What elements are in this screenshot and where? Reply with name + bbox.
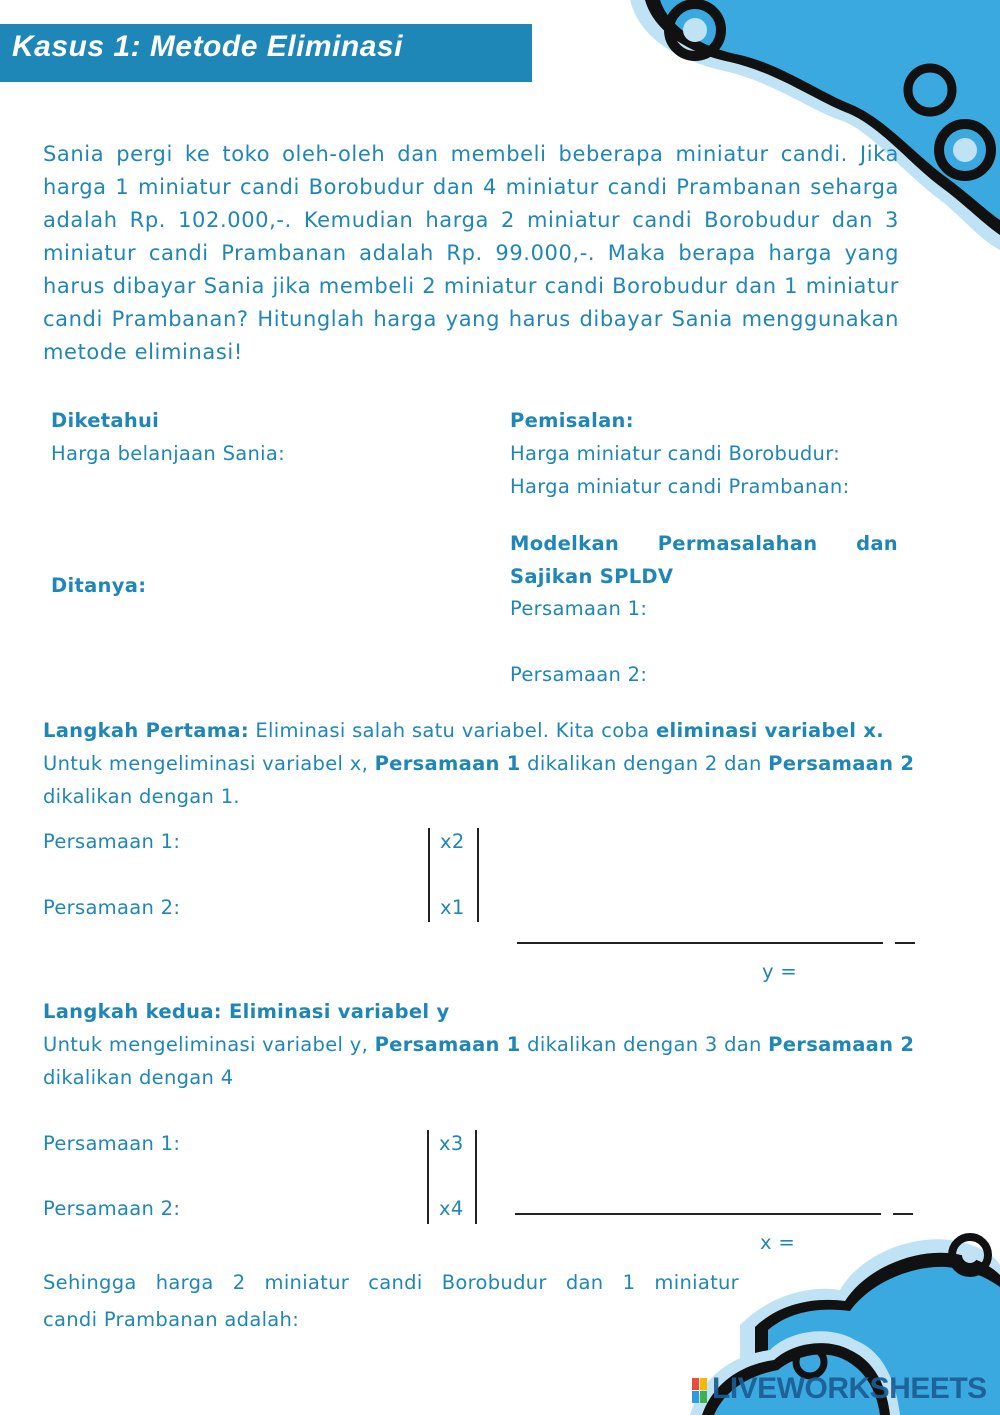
- step2-equation-2-label: Persamaan 2:: [43, 1197, 181, 1220]
- model-equation-2-label: Persamaan 2:: [510, 663, 648, 686]
- step1-text: Eliminasi salah satu variabel. Kita coba: [248, 719, 656, 742]
- watermark-text: LIVEWORKSHEETS: [712, 1372, 987, 1405]
- step1-bold: Persamaan 2: [768, 752, 915, 775]
- variable-borobudur-label: Harga miniatur candi Borobudur:: [510, 442, 841, 465]
- step2-result-label: x =: [760, 1231, 795, 1254]
- step2-subtraction-line: [515, 1213, 881, 1215]
- step2-equation-1-label: Persamaan 1:: [43, 1132, 181, 1155]
- step2-bold: Persamaan 1: [374, 1033, 521, 1056]
- step1-text: dikalikan dengan 2 dan: [520, 752, 769, 775]
- variables-heading: Pemisalan:: [510, 409, 634, 432]
- step1-equation-2-label: Persamaan 2:: [43, 896, 181, 919]
- step1-text: Untuk mengeliminasi variabel x,: [43, 752, 375, 775]
- step2-multiplier-2: x4: [439, 1197, 464, 1220]
- multiplier-bar-left: [427, 1130, 429, 1224]
- step2-text: dikalikan dengan 3 dan: [520, 1033, 769, 1056]
- multiplier-bar-right: [475, 1130, 477, 1224]
- step2-lead: Langkah kedua: Eliminasi variabel y: [43, 1000, 450, 1023]
- liveworksheets-logo-icon: [692, 1378, 708, 1404]
- model-heading: [510, 527, 898, 560]
- asked-heading: Ditanya:: [51, 574, 147, 597]
- conclusion-line1: Sehingga harga 2 miniatur candi Borobudur dan 1 miniatur: [43, 1271, 739, 1294]
- step1-result-label: y =: [762, 960, 797, 983]
- multiplier-bar-right: [477, 828, 479, 922]
- model-heading-line2: Sajikan SPLDV: [510, 565, 674, 588]
- step1-instruction-line3: dikalikan dengan 1.: [43, 785, 240, 808]
- step2-instruction-line3: dikalikan dengan 4: [43, 1066, 234, 1089]
- step1-instruction-line2: [43, 747, 914, 780]
- step2-minus-sign: [893, 1213, 913, 1215]
- known-heading: Diketahui: [51, 409, 160, 432]
- variable-prambanan-label: Harga miniatur candi Prambanan:: [510, 475, 850, 498]
- known-label: Harga belanjaan Sania:: [51, 442, 286, 465]
- step1-bold: eliminasi variabel x.: [655, 719, 884, 742]
- step2-instruction-line2: [43, 1028, 914, 1061]
- step1-bold: Persamaan 1: [374, 752, 521, 775]
- step1-equation-1-label: Persamaan 1:: [43, 830, 181, 853]
- step2-multiplier-1: x3: [439, 1132, 464, 1155]
- step1-lead: Langkah Pertama:: [43, 719, 249, 742]
- step2-bold: Persamaan 2: [768, 1033, 915, 1056]
- conclusion-line2: candi Prambanan adalah:: [43, 1308, 300, 1331]
- model-heading-word: Permasalahan: [657, 532, 818, 555]
- model-heading-word: dan: [856, 532, 898, 555]
- step1-multiplier-2: x1: [440, 896, 465, 919]
- problem-statement: Sania pergi ke toko oleh-oleh dan membeli beberapa miniatur candi. Jika harga 1 miniatur candi Borobudur dan 4 miniatur candi Prambanan seharga adalah Rp. 102.000,-. Kemudian harga 2 miniatur candi Borobudur dan 3 miniatur candi Prambanan adalah Rp. 99.000,-. Maka berapa harga yang harus dibayar Sania jika membeli 2 miniatur candi Borobudur dan 1 miniatur candi Prambanan? Hitunglah harga yang harus dibayar Sania menggunakan metode eliminasi!: [43, 142, 899, 364]
- model-equation-1-label: Persamaan 1:: [510, 597, 648, 620]
- step2-text: Untuk mengeliminasi variabel y,: [43, 1033, 375, 1056]
- multiplier-bar-left: [428, 828, 430, 922]
- page-title: Kasus 1: Metode Eliminasi: [12, 30, 403, 63]
- step1-instruction-line1: [43, 714, 884, 747]
- step1-subtraction-line: [517, 942, 883, 944]
- step1-minus-sign: [895, 942, 915, 944]
- model-heading-word: Modelkan: [510, 532, 620, 555]
- step1-multiplier-1: x2: [440, 830, 465, 853]
